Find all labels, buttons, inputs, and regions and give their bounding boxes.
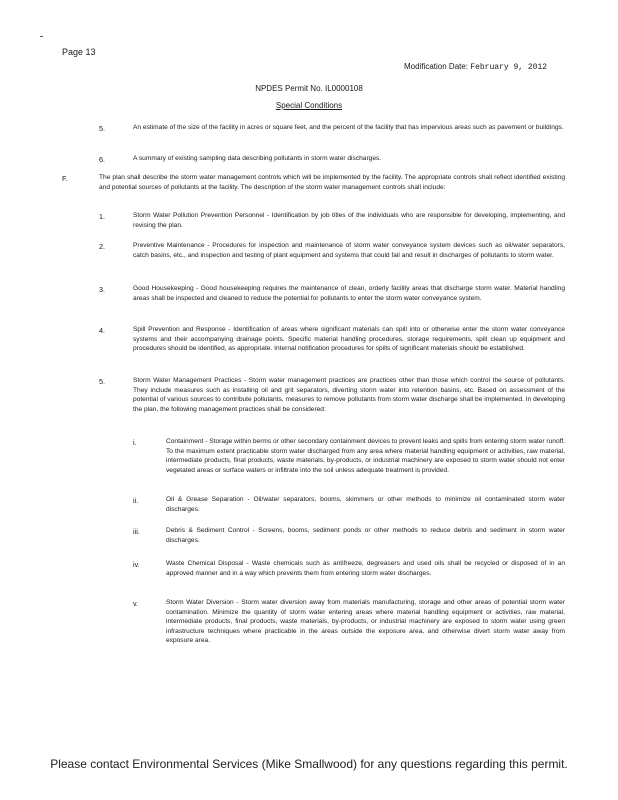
subitem-text: Debris & Sediment Control - Screens, booms, sediment ponds or other methods to reduce debris and sediment in storm water discharges.	[166, 527, 565, 544]
permit-number: NPDES Permit No. IL0000108	[255, 84, 363, 93]
item-number: 3.	[99, 285, 105, 294]
subitem-number: i.	[133, 438, 137, 447]
scan-mark	[40, 36, 43, 37]
subitem-text: Waste Chemical Disposal - Waste chemicals such as antifreeze, degreasers and used oils shall be recycled or disposed of in an approved manner and in a way which prevents them from entering storm water discharges.	[166, 560, 565, 577]
subitem-number: iii.	[133, 527, 140, 536]
modification-date-value: February 9, 2012	[470, 63, 548, 72]
item-text: A summary of existing sampling data describing pollutants in storm water discharges.	[133, 155, 382, 162]
modification-date	[404, 62, 547, 72]
item-number: 6.	[99, 155, 105, 164]
item-number: 5.	[99, 124, 105, 133]
subitem-number: iv.	[133, 560, 140, 569]
item-number: 5.	[99, 377, 105, 386]
page-number: Page 13	[62, 47, 96, 57]
section-letter: F.	[62, 174, 68, 183]
item-text: Storm Water Pollution Prevention Personnel - Identification by job titles of the individuals who are responsible for developing, implementing, and revising the plan.	[133, 212, 565, 229]
subitem-number: v.	[133, 599, 139, 608]
subitem-text: Containment - Storage within berms or other secondary containment devices to prevent leaks and spills from entering storm water runoff. To the maximum extent practicable storm water discharged from any area where material handling equipment or activities, raw material, intermediate products, final products, waste materials, by-products, or industrial machinery are exposed to storm water should not enter vegetated areas or surface waters or infiltrate into the soil unless adequate treatment is provided.	[166, 438, 565, 474]
item-number: 1.	[99, 212, 105, 221]
item-text: An estimate of the size of the facility in acres or square feet, and the percent of the facility that has impervious areas such as pavement or buildings.	[133, 124, 564, 131]
item-text: Preventive Maintenance - Procedures for inspection and maintenance of storm water conveyance system devices such as oil/water separators, catch basins, etc., and inspection and testing of plant equipment and systems that could fail and result in discharges of pollutants to storm water.	[133, 242, 565, 259]
item-text: Good Housekeeping - Good housekeeping requires the maintenance of clean, orderly facility areas that discharge storm water. Material handling areas shall be inspected and cleaned to reduce the potential for pollutants to enter the storm water conveyance system.	[133, 285, 565, 302]
subitem-text: Storm Water Diversion - Storm water diversion away from materials manufacturing, storage and other areas of potential storm water contamination. Minimize the quantity of storm water entering areas where material handling equipment or activities, raw material, intermediate products, final products, waste materials, by-products, or industrial machinery are exposed to storm water using green infrastructure techniques where practicable in the areas outside the exposure area, and otherwise divert storm water away from exposure area.	[166, 599, 565, 645]
item-text: Spill Prevention and Response - Identification of areas where significant materials can spill into or otherwise enter the storm water conveyance systems and their accompanying drainage points. Specific material handling procedures, storage requirements, spill clean up equipment and procedures should be identified, as appropriate. Internal notification procedures for spills of significant materials should be established.	[133, 326, 565, 353]
section-title: Special Conditions	[275, 101, 343, 110]
item-number: 4.	[99, 326, 105, 335]
contact-note: Please contact Environmental Services (Mike Smallwood) for any questions regarding this permit.	[50, 757, 568, 771]
item-text: Storm Water Management Practices - Storm water management practices are practices other than those which control the source of pollutants. They include measures such as installing oil and grit separators, diverting storm water into retention basins, etc. Based on assessment of the potential of various sources to contribute pollutants, measures to remove pollutants from storm water discharge shall be implemented. In developing the plan, the following management practices shall be considered:	[133, 377, 565, 413]
section-intro: The plan shall describe the storm water management controls which will be implemented by the facility. The appropriate controls shall reflect identified existing and potential sources of pollutants at the facility. The description of the storm water management controls shall include:	[99, 174, 565, 191]
modification-date-label: Modification Date:	[404, 62, 469, 71]
subitem-text: Oil & Grease Separation - Oil/water separators, booms, skimmers or other methods to minimize oil contaminated storm water discharges.	[166, 496, 565, 513]
item-number: 2.	[99, 242, 105, 251]
subitem-number: ii.	[133, 496, 139, 505]
